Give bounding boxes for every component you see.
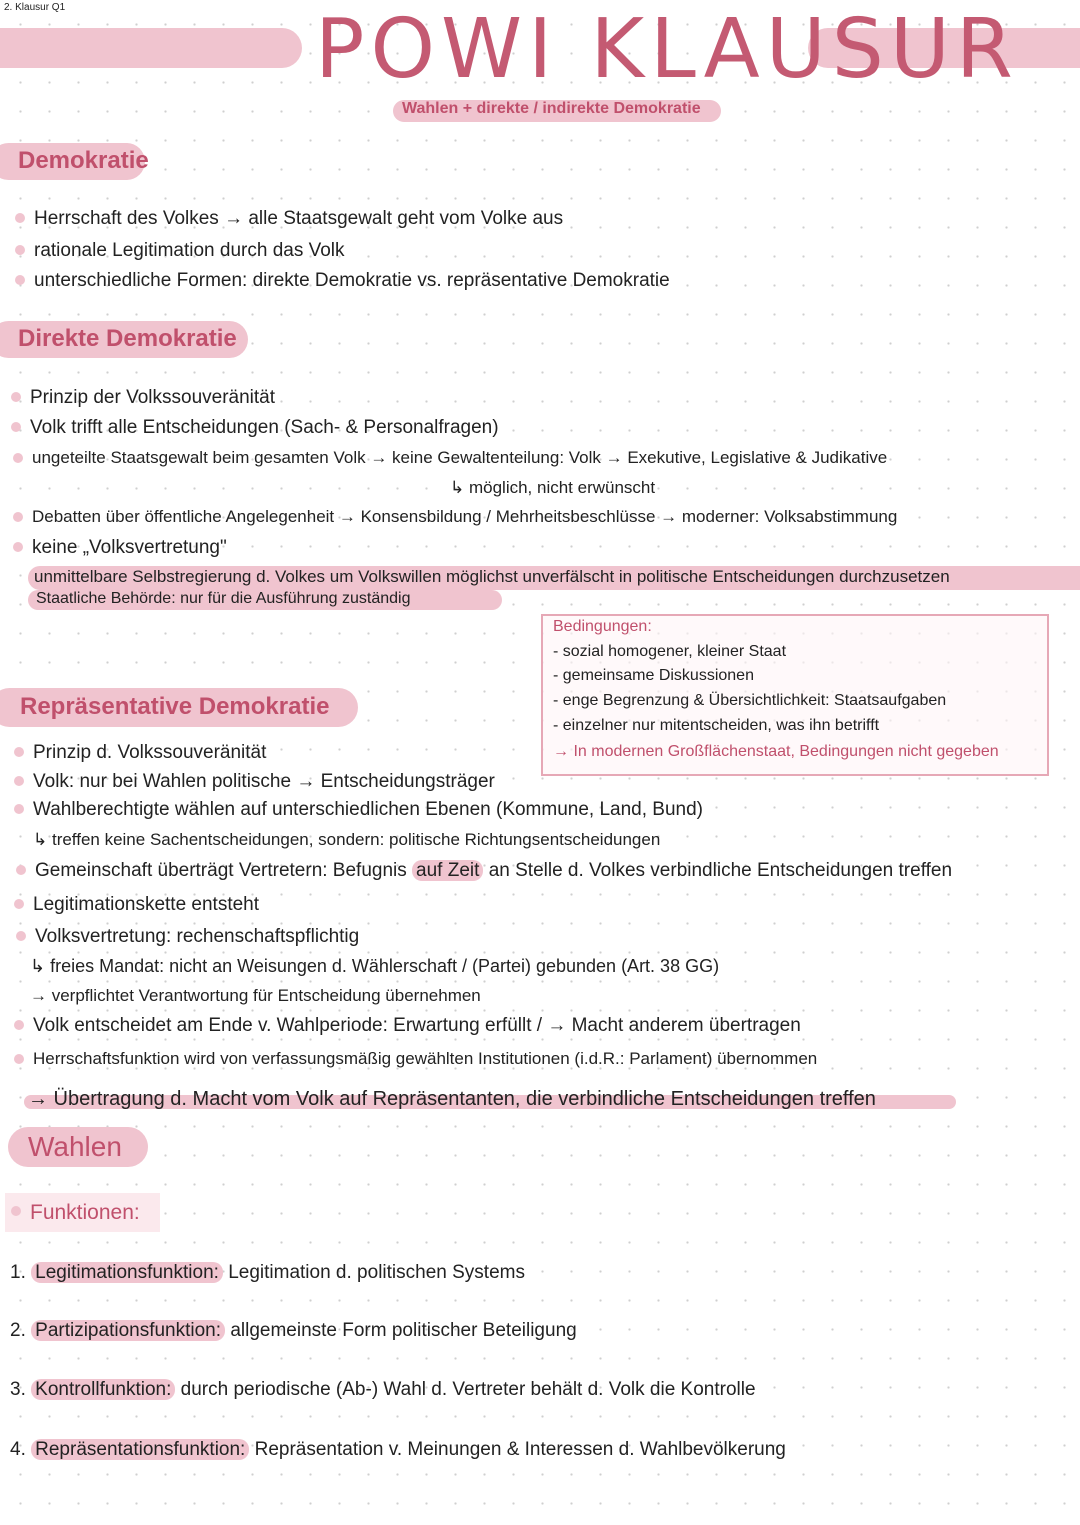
list-item: ↳ treffen keine Sachentscheidungen, sondern: politische Richtungsentscheidungen [33,830,661,849]
box-item: → In modernen Großflächenstaat, Bedingungen nicht gegeben [553,743,999,760]
term: Kontrollfunktion: [31,1379,175,1400]
function-item [10,1439,786,1461]
text: an Stelle d. Volkes verbindliche Entscheidungen treffen [488,860,953,881]
list-item: Herrschaft des Volkes → alle Staatsgewalt geht vom Volke aus [34,208,564,229]
conclusion-line: → Übertragung d. Macht vom Volk auf Repräsentanten, die verbindliche Entscheidungen treffen [28,1088,876,1110]
klausur-note: 2. Klausur Q1 [4,2,66,13]
function-item [10,1320,577,1342]
box-item: - sozial homogener, kleiner Staat [553,643,787,660]
term: Legitimationsfunktion: [31,1262,223,1283]
function-item [10,1379,756,1401]
heading-wahlen: Wahlen [28,1131,122,1162]
bedingungen-box [541,614,1049,776]
number: 1. [10,1262,26,1283]
list-item: Volk trifft alle Entscheidungen (Sach- & Personalfragen) [30,417,499,438]
list-item: unterschiedliche Formen: direkte Demokratie vs. repräsentative Demokratie [34,270,670,291]
list-item: Volksvertretung: rechenschaftspflichtig [35,926,360,947]
term: Partizipationsfunktion: [31,1320,225,1341]
desc: Legitimation d. politischen Systems [228,1262,525,1283]
list-item: Volk entscheidet am Ende v. Wahlperiode: Erwartung erfüllt / → Macht anderem übertragen [33,1015,801,1036]
number: 2. [10,1320,26,1341]
highlight-term: auf Zeit [412,860,483,881]
box-item: - gemeinsame Diskussionen [553,667,754,684]
list-item: Herrschaftsfunktion wird von verfassungsmäßig gewählten Institutionen (i.d.R.: Parlament) übernommen [33,1049,818,1068]
subtitle: Wahlen + direkte / indirekte Demokratie [402,100,701,117]
list-item: Prinzip der Volkssouveränität [30,387,276,408]
box-title: Bedingungen: [553,618,652,635]
heading-direkte-demokratie: Direkte Demokratie [18,325,237,352]
list-item: Volk: nur bei Wahlen politische → Entscheidungsträger [33,771,495,792]
page-title: POWI KLAUSUR [315,2,1019,97]
list-item: ↳ freies Mandat: nicht an Weisungen d. Wählerschaft / (Partei) gebunden (Art. 38 GG) [30,956,720,976]
title-bar-left [0,28,302,68]
list-item: ungeteilte Staatsgewalt beim gesamten Volk → keine Gewaltenteilung: Volk → Exekutive, Legislative & Judikative [32,448,888,467]
box-item: - enge Begrenzung & Übersichtlichkeit: Staatsaufgaben [553,692,947,709]
box-item: - einzelner nur mitentscheiden, was ihn betrifft [553,717,880,734]
list-item: Legitimationskette entsteht [33,894,260,915]
function-item [10,1262,525,1284]
term: Repräsentationsfunktion: [31,1439,249,1460]
list-item: Wahlberechtigte wählen auf unterschiedlichen Ebenen (Kommune, Land, Bund) [33,799,703,820]
list-item: Debatten über öffentliche Angelegenheit → Konsensbildung / Mehrheitsbeschlüsse → moderner: Volksabstimmung [32,507,898,526]
list-item: ↳ möglich, nicht erwünscht [450,478,656,497]
list-item: keine „Volksvertretung" [32,537,227,558]
desc: durch periodische (Ab-) Wahl d. Vertreter behält d. Volk die Kontrolle [180,1379,756,1400]
conclusion-line: unmittelbare Selbstregierung d. Volkes um Volkswillen möglichst unverfälscht in politische Entscheidungen durchzusetzen [34,567,950,586]
list-item [35,860,952,882]
conclusion-line: Staatliche Behörde: nur für die Ausführung zuständig [36,590,411,607]
list-item: rationale Legitimation durch das Volk [34,240,345,261]
desc: allgemeinste Form politischer Beteiligung [230,1320,577,1341]
heading-repraesentative-demokratie: Repräsentative Demokratie [20,693,330,720]
text: Gemeinschaft überträgt Vertretern: Befugnis [35,860,407,881]
number: 3. [10,1379,26,1400]
list-item: → verpflichtet Verantwortung für Entscheidung übernehmen [30,986,481,1005]
number: 4. [10,1439,26,1460]
list-item: Prinzip d. Volkssouveränität [33,742,267,763]
desc: Repräsentation v. Meinungen & Interessen d. Wahlbevölkerung [254,1439,786,1460]
heading-demokratie: Demokratie [18,147,149,174]
subheading-funktionen: Funktionen: [30,1201,140,1224]
